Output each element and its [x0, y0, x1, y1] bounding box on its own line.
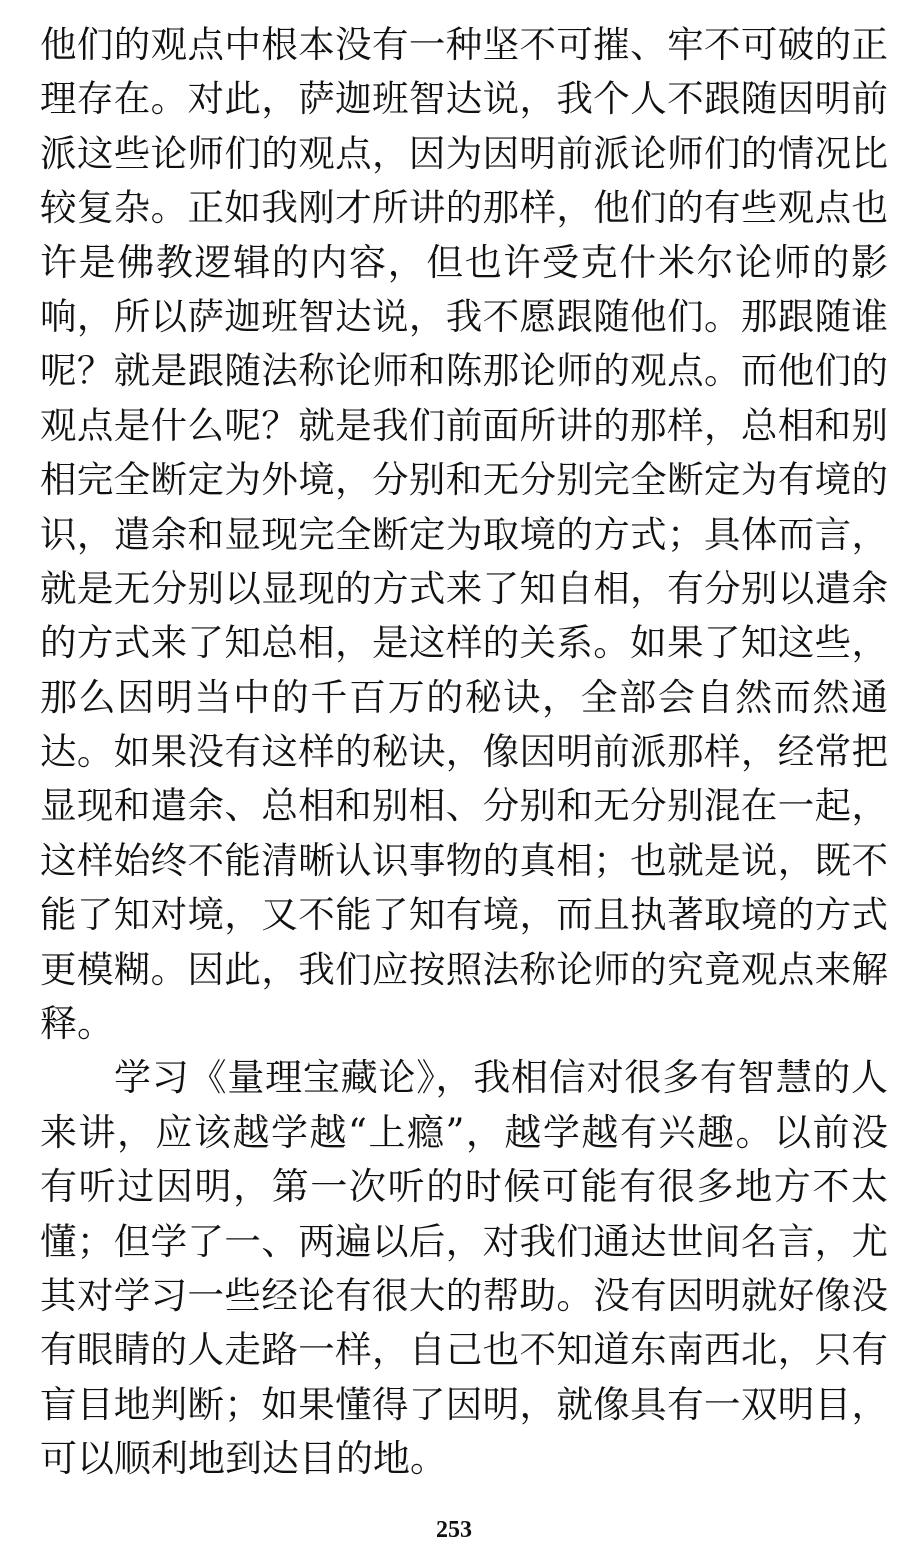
text-line: 更模糊。因此，我们应按照法称论师的究竟观点来解: [40, 947, 888, 991]
paragraph-2: [40, 1051, 888, 1486]
text-line: 达。如果没有这样的秘诀，像因明前派那样，经常把: [40, 730, 888, 774]
text-line: 释。: [40, 1002, 114, 1046]
page-number: 253: [436, 1517, 472, 1543]
text-line: 可以顺利地到达目的地。: [40, 1437, 447, 1481]
text-line: 响，所以萨迦班智达说，我不愿跟随他们。那跟随谁: [40, 294, 888, 338]
text-line: 显现和遣余、总相和别相、分别和无分别混在一起，: [40, 784, 888, 828]
body-text: [40, 18, 888, 1487]
text-line: 相完全断定为外境，分别和无分别完全断定为有境的: [40, 458, 888, 502]
text-line: 盲目地判断；如果懂得了因明，就像具有一双明目，: [40, 1382, 888, 1426]
text-line: 的方式来了知总相，是这样的关系。如果了知这些，: [40, 621, 888, 665]
text-line: 就是无分别以显现的方式来了知自相，有分别以遣余: [40, 566, 888, 610]
text-line: 识，遣余和显现完全断定为取境的方式；具体而言，: [40, 512, 888, 556]
paragraph-1: [40, 18, 888, 1051]
text-line: 能了知对境，又不能了知有境，而且执著取境的方式: [40, 893, 888, 937]
text-line: 有眼睛的人走路一样，自己也不知道东南西北，只有: [40, 1328, 888, 1372]
text-line: 来讲，应该越学越“上瘾”，越学越有兴趣。以前没: [40, 1110, 888, 1154]
text-line: 呢？就是跟随法称论师和陈那论师的观点。而他们的: [40, 349, 888, 393]
text-line: 那么因明当中的千百万的秘诀，全部会自然而然通: [40, 675, 888, 719]
text-line: 懂；但学了一、两遍以后，对我们通达世间名言，尤: [40, 1219, 888, 1263]
text-line: 他们的观点中根本没有一种坚不可摧、牢不可破的正: [40, 23, 888, 66]
text-line: 有听过因明，第一次听的时候可能有很多地方不太: [40, 1165, 888, 1209]
text-line: 许是佛教逻辑的内容，但也许受克什米尔论师的影: [40, 240, 888, 284]
text-line: 这样始终不能清晰认识事物的真相；也就是说，既不: [40, 838, 888, 882]
text-line: 观点是什么呢？就是我们前面所讲的那样，总相和别: [40, 403, 888, 447]
text-line: 学习《量理宝藏论》，我相信对很多有智慧的人: [114, 1056, 888, 1100]
text-line: 较复杂。正如我刚才所讲的那样，他们的有些观点也: [40, 186, 888, 230]
text-line: 理存在。对此，萨迦班智达说，我个人不跟随因明前: [40, 77, 888, 121]
text-line: 其对学习一些经论有很大的帮助。没有因明就好像没: [40, 1273, 888, 1317]
text-line: 派这些论师们的观点，因为因明前派论师们的情况比: [40, 131, 888, 175]
